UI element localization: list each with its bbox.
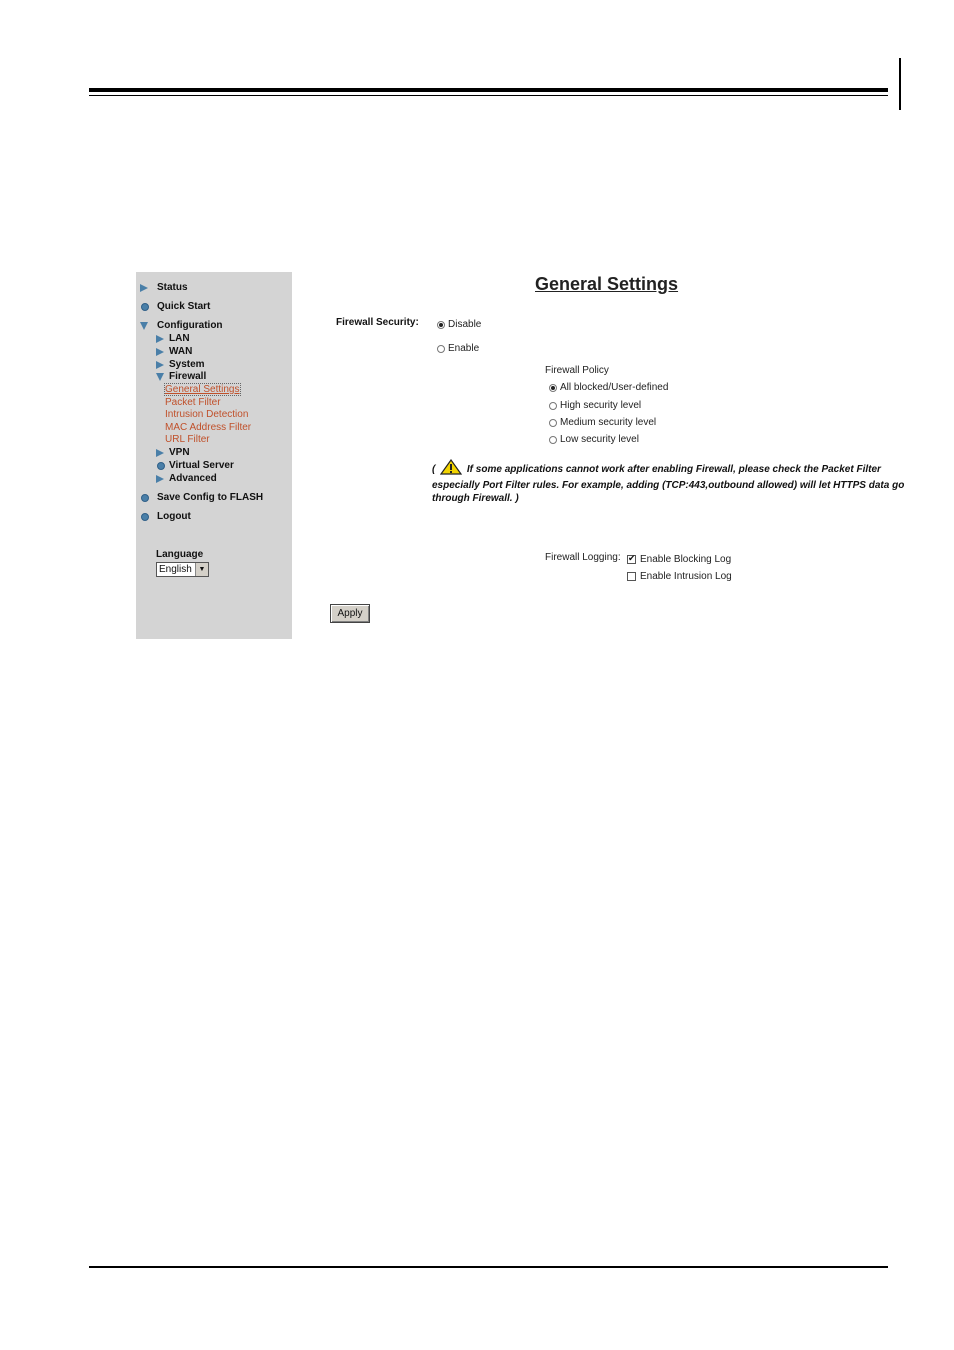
header-rule-vertical (899, 58, 901, 110)
sidebar-link-packet-filter[interactable]: Packet Filter (165, 397, 221, 408)
firewall-security-label: Firewall Security: (336, 317, 419, 328)
triangle-down-icon (156, 372, 165, 382)
sidebar-item-wan[interactable] (156, 346, 192, 357)
apply-button[interactable]: Apply (330, 604, 370, 623)
sidebar-item-label: Configuration (157, 320, 223, 331)
sidebar-item-label: Status (157, 282, 188, 293)
sidebar-link-intrusion-detection[interactable]: Intrusion Detection (165, 409, 249, 420)
sidebar-item-label: VPN (169, 447, 190, 458)
sidebar-item-label: Logout (157, 511, 191, 522)
triangle-right-icon (156, 448, 165, 458)
sidebar-item-quick-start[interactable] (140, 301, 210, 312)
page-title: General Settings (535, 274, 679, 294)
radio-label: Low security level (560, 434, 639, 445)
sidebar-item-virtual-server[interactable] (156, 460, 234, 471)
dot-icon (156, 461, 165, 471)
sidebar-item-configuration[interactable] (140, 320, 223, 331)
firewall-security-disable-radio[interactable] (437, 319, 481, 330)
triangle-down-icon (140, 321, 151, 331)
checkbox-label: Enable Intrusion Log (640, 571, 732, 582)
sidebar-link-url-filter[interactable]: URL Filter (165, 434, 210, 445)
sidebar-link-mac-address-filter[interactable]: MAC Address Filter (165, 422, 252, 433)
dot-icon (140, 493, 151, 503)
checkbox-icon (627, 555, 636, 564)
chevron-down-icon: ▼ (195, 563, 208, 576)
checkbox-label: Enable Blocking Log (640, 554, 732, 565)
triangle-right-icon (156, 334, 165, 344)
sidebar-item-label: Virtual Server (169, 460, 234, 471)
sidebar-item-label: Quick Start (157, 301, 211, 312)
sidebar-item-logout[interactable] (140, 511, 191, 522)
radio-icon (437, 321, 445, 329)
policy-low-radio[interactable] (549, 434, 639, 445)
dot-icon (140, 512, 151, 522)
language-label: Language (156, 549, 204, 560)
triangle-right-icon (156, 474, 165, 484)
sidebar-item-label: WAN (169, 346, 193, 357)
triangle-right-icon (140, 283, 151, 293)
enable-blocking-log-checkbox[interactable] (627, 554, 731, 565)
footer-rule (89, 1266, 888, 1268)
sidebar-item-system[interactable] (156, 359, 205, 370)
radio-label: Disable (448, 319, 482, 330)
radio-label: All blocked/User-defined (560, 382, 669, 393)
sidebar-link-general-settings[interactable]: General Settings (165, 384, 240, 395)
triangle-right-icon (156, 347, 165, 357)
sidebar-item-label: Save Config to FLASH (157, 492, 264, 503)
header-rule-thin (89, 95, 888, 96)
policy-high-radio[interactable] (549, 400, 641, 411)
sidebar-item-lan[interactable] (156, 333, 190, 344)
header-rule-thick (89, 88, 888, 92)
warning-text: If some applications cannot work after enabling Firewall, please check the Packet Filter especially Port Filter rules. For example, adding (TCP:443,outbound allowed) will let HTTPS data go through Firewall. ) (432, 464, 905, 504)
firewall-warning-note (432, 459, 926, 505)
policy-all-blocked-radio[interactable] (549, 382, 668, 393)
radio-icon (549, 436, 557, 444)
radio-icon (549, 384, 557, 392)
sidebar-item-label: Advanced (169, 473, 217, 484)
firewall-security-enable-radio[interactable] (437, 343, 479, 354)
language-value: English (159, 564, 192, 575)
radio-icon (549, 419, 557, 427)
sidebar-item-label: LAN (169, 333, 190, 344)
sidebar-item-advanced[interactable] (156, 473, 217, 484)
radio-label: High security level (560, 400, 642, 411)
sidebar-item-label: System (169, 359, 205, 370)
language-select[interactable] (156, 562, 209, 577)
firewall-logging-label: Firewall Logging: (545, 552, 621, 563)
policy-medium-radio[interactable] (549, 417, 656, 428)
sidebar-item-firewall[interactable] (156, 371, 206, 382)
triangle-right-icon (156, 360, 165, 370)
firewall-policy-label: Firewall Policy (545, 365, 609, 376)
radio-label: Enable (448, 343, 480, 354)
radio-icon (437, 345, 445, 353)
enable-intrusion-log-checkbox[interactable] (627, 571, 732, 582)
radio-label: Medium security level (560, 417, 657, 428)
sidebar-item-status[interactable] (140, 282, 188, 293)
warning-open-paren: ( (432, 464, 436, 475)
checkbox-icon (627, 572, 636, 581)
sidebar-item-vpn[interactable] (156, 447, 190, 458)
warning-icon (440, 459, 462, 479)
sidebar-item-label: Firewall (169, 371, 207, 382)
sidebar (136, 272, 292, 639)
radio-icon (549, 402, 557, 410)
router-config-screenshot (136, 272, 928, 640)
sidebar-item-save-config[interactable] (140, 492, 263, 503)
dot-icon (140, 302, 151, 312)
